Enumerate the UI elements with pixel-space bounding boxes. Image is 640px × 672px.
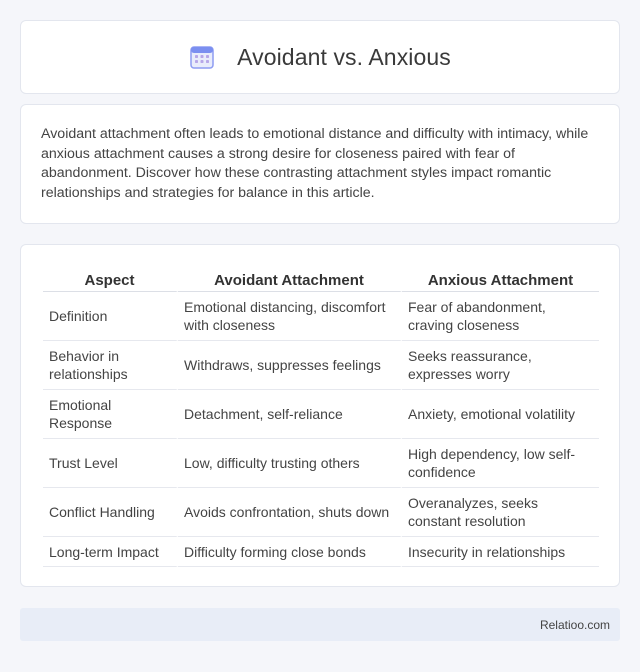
table-row: [43, 341, 599, 390]
intro-text: Avoidant attachment often leads to emotional distance and difficulty with intimacy, while anxious attachment causes a strong desire for closeness paired with fear of abandonment. Discover how these contrasting attachment styles impact romantic relationships and strategies for balance in this article.: [41, 126, 589, 201]
anxious-cell: Overanalyzes, seeks constant resolution: [402, 488, 599, 537]
avoidant-cell: Emotional distancing, discomfort with closeness: [178, 292, 402, 341]
aspect-cell: Behavior in relationships: [43, 341, 178, 390]
table-row: [43, 292, 599, 341]
page-title: Avoidant vs. Anxious: [237, 43, 451, 70]
table-header-row: [43, 265, 599, 292]
aspect-cell: Definition: [43, 292, 178, 341]
aspect-cell: Emotional Response: [43, 390, 178, 439]
avoidant-cell: Difficulty forming close bonds: [178, 537, 402, 567]
anxious-cell: Anxiety, emotional volatility: [402, 390, 599, 439]
anxious-cell: High dependency, low self-confidence: [402, 439, 599, 488]
intro-card: [20, 104, 620, 224]
footer: [20, 608, 620, 641]
avoidant-cell: Low, difficulty trusting others: [178, 439, 402, 488]
comparison-card: [20, 244, 620, 587]
header-anxious: Anxious Attachment: [402, 265, 599, 292]
header-avoidant: Avoidant Attachment: [178, 265, 402, 292]
anxious-cell: Fear of abandonment, craving closeness: [402, 292, 599, 341]
avoidant-cell: Detachment, self-reliance: [178, 390, 402, 439]
title-card: [20, 20, 620, 94]
table-row: [43, 537, 599, 567]
avoidant-cell: Withdraws, suppresses feelings: [178, 341, 402, 390]
calendar-icon: [189, 44, 215, 70]
aspect-cell: Conflict Handling: [43, 488, 178, 537]
footer-brand-link[interactable]: Relatioo.com: [539, 617, 610, 632]
anxious-cell: Insecurity in relationships: [402, 537, 599, 567]
avoidant-cell: Avoids confrontation, shuts down: [178, 488, 402, 537]
anxious-cell: Seeks reassurance, expresses worry: [402, 341, 599, 390]
aspect-cell: Long-term Impact: [43, 537, 178, 567]
header-aspect: Aspect: [43, 265, 178, 292]
comparison-table: [43, 265, 599, 567]
table-row: [43, 390, 599, 439]
table-row: [43, 488, 599, 537]
aspect-cell: Trust Level: [43, 439, 178, 488]
table-row: [43, 439, 599, 488]
